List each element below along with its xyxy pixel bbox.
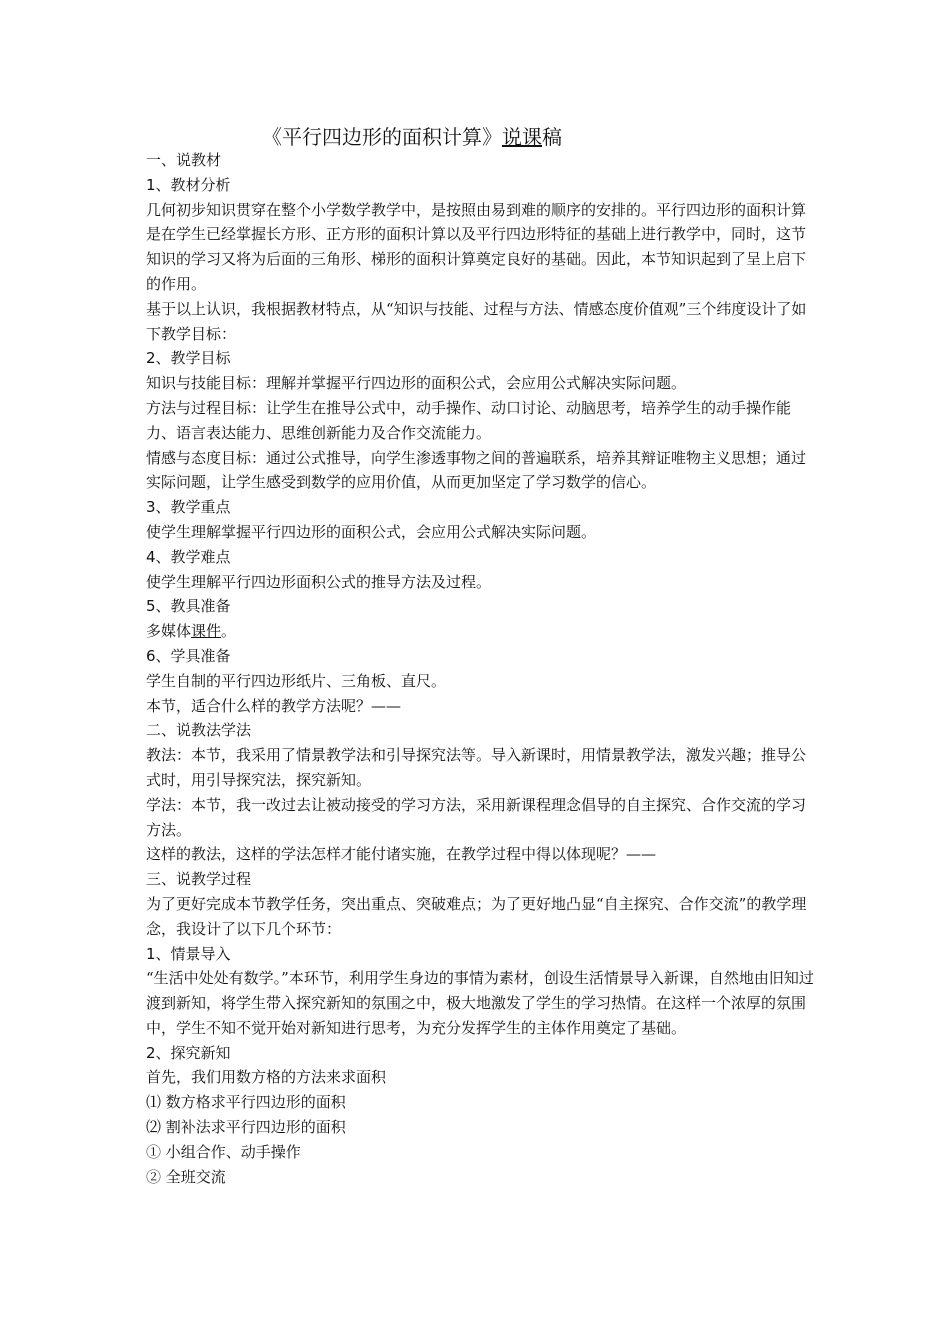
title-end: 稿 xyxy=(542,125,562,149)
paragraph: 方法与过程目标：让学生在推导公式中，动手操作、动口讨论、动脑思考，培养学生的动手操作能力、语言表达能力、思维创新能力及合作交流能力。 xyxy=(146,398,792,442)
paragraph: 这样的教法，这样的学法怎样才能付诸实施，在教学过程中得以体现呢？—— xyxy=(146,845,657,864)
text-span: 多媒体 xyxy=(146,622,192,641)
paragraph: 情感与态度目标：通过公式推导，向学生渗透事物之间的普遍联系，培养其辩证唯物主义思想；通过实际问题，让学生感受到数学的应用价值，从而更加坚定了学习数学的信心。 xyxy=(146,448,807,492)
paragraph: 使学生理解平行四边形面积公式的推导方法及过程。 xyxy=(146,572,492,591)
list-item: ① 小组合作、动手操作 xyxy=(146,1142,301,1161)
paragraph: 教法：本节，我采用了情景教学法和引导探究法等。导入新课时，用情景教学法，激发兴趣；推导公式时，用引导探究法，探究新知。 xyxy=(146,746,807,789)
subheading: 2、教学目标 xyxy=(146,349,231,368)
list-item: ⑴ 数方格求平行四边形的面积 xyxy=(146,1093,346,1112)
document-body xyxy=(146,148,816,1189)
list-item: ② 全班交流 xyxy=(146,1167,226,1186)
section-heading: 一、说教材 xyxy=(146,151,222,169)
paragraph: 使学生理解掌握平行四边形的面积公式，会应用公式解决实际问题。 xyxy=(146,522,597,541)
subheading: 4、教学难点 xyxy=(146,547,231,566)
paragraph: 为了更好完成本节教学任务，突出重点、突破难点；为了更好地凸显“自主探究、合作交流”的教学理念，我设计了以下几个环节： xyxy=(146,894,807,938)
paragraph: 知识与技能目标：理解并掌握平行四边形的面积公式，会应用公式解决实际问题。 xyxy=(146,374,687,393)
paragraph: 基于以上认识，我根据教材特点，从“知识与技能、过程与方法、情感态度价值观”三个纬度设计了如下教学目标： xyxy=(146,299,807,343)
section-heading: 三、说教学过程 xyxy=(146,870,252,889)
paragraph: 学生自制的平行四边形纸片、三角板、直尺。 xyxy=(146,671,447,690)
subheading: 1、情景导入 xyxy=(146,944,231,963)
text-span: 。 xyxy=(221,622,237,641)
list-item: ⑵ 割补法求平行四边形的面积 xyxy=(146,1118,346,1137)
title-underlined: 说课 xyxy=(502,125,542,149)
subheading: 5、教具准备 xyxy=(146,597,231,616)
paragraph: 首先，我们用数方格的方法来求面积 xyxy=(146,1068,387,1087)
paragraph: “生活中处处有数学。”本环节，利用学生身边的事情为素材，创设生活情景导入新课，自然地由旧知过渡到新知，将学生带入探究新知的氛围之中，极大地激发了学生的学习热情。在这样一个浓厚的氛围中，学生不知不觉开始对新知进行思考，为充分发挥学生的主体作用奠定了基础。 xyxy=(146,969,814,1037)
courseware-link: 课件 xyxy=(191,622,222,641)
subheading: 3、教学重点 xyxy=(146,498,231,517)
paragraph xyxy=(146,619,816,644)
section-heading: 二、说教法学法 xyxy=(146,721,252,740)
paragraph: 几何初步知识贯穿在整个小学数学教学中，是按照由易到难的顺序的安排的。平行四边形的面积计算是在学生已经掌握长方形、正方形的面积计算以及平行四边形特征的基础上进行教学中，同时，这节知识的学习又将为后面的三角形、梯形的面积计算奠定良好的基础。因此，本节知识起到了呈上启下的作用。 xyxy=(146,200,807,293)
subheading: 2、探究新知 xyxy=(146,1043,231,1062)
subheading: 1、教材分析 xyxy=(146,175,231,194)
paragraph: 学法：本节，我一改过去让被动接受的学习方法，采用新课程理念倡导的自主探究、合作交流的学习方法。 xyxy=(146,795,807,839)
title-main: 《平行四边形的面积计算》 xyxy=(262,125,502,149)
subheading: 6、学具准备 xyxy=(146,646,231,665)
paragraph: 本节，适合什么样的教学方法呢？—— xyxy=(146,696,402,715)
